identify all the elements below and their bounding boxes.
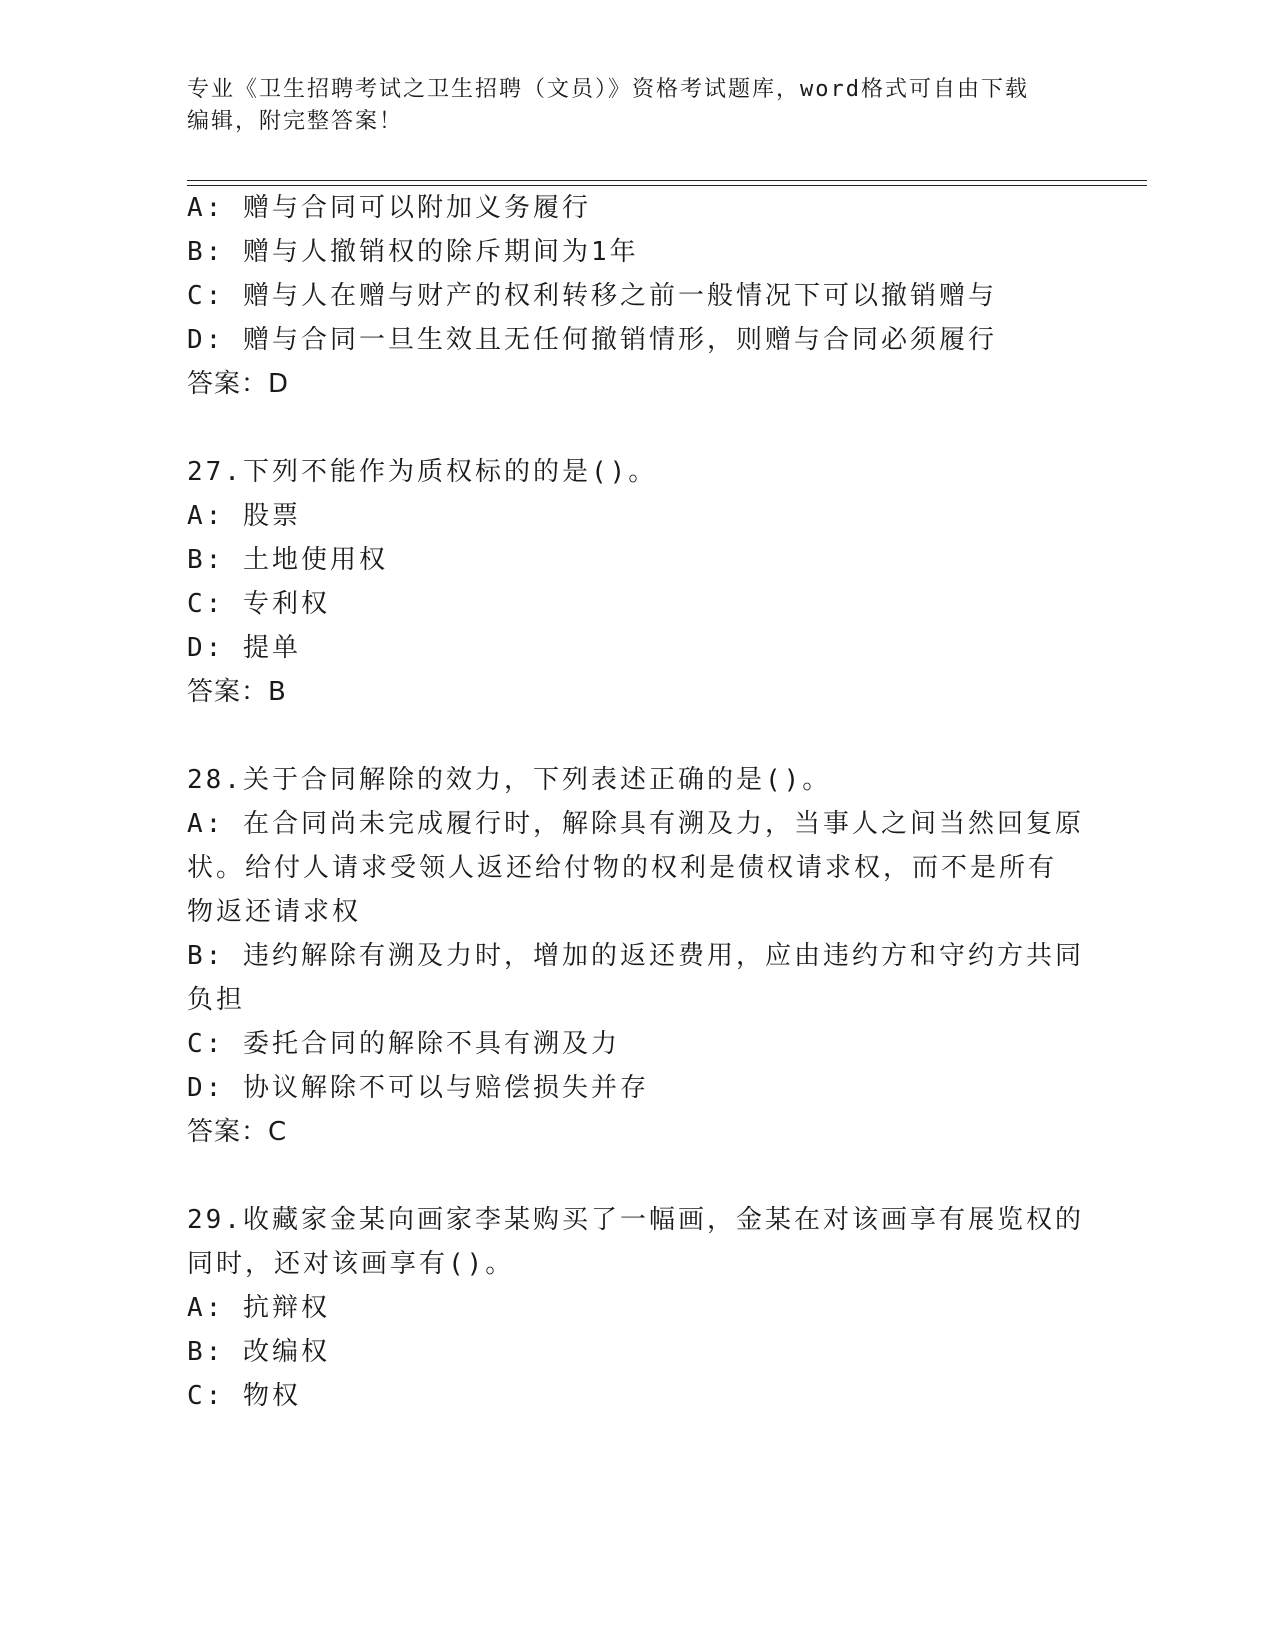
q29-option-b: B: 改编权: [187, 1337, 330, 1367]
q28-answer: 答案：C: [187, 1117, 288, 1147]
q28-option-c: C: 委托合同的解除不具有溯及力: [187, 1029, 620, 1059]
q27-stem: 27.下列不能作为质权标的的是()。: [187, 457, 658, 487]
prev-option-c: C: 赠与人在赠与财产的权利转移之前一般情况下可以撤销赠与: [187, 281, 997, 311]
document-header: [187, 74, 1087, 138]
q29-stem-line-2: 同时，还对该画享有()。: [187, 1249, 515, 1279]
q28-option-d: D: 协议解除不可以与赔偿损失并存: [187, 1073, 649, 1103]
q29-stem-line-1: 29.收藏家金某向画家李某购买了一幅画，金某在对该画享有展览权的: [187, 1205, 1084, 1235]
q28-option-a-line-3: 物返还请求权: [187, 897, 362, 927]
q29-option-c: C: 物权: [187, 1381, 301, 1411]
q28-option-a-line-2: 状。给付人请求受领人返还给付物的权利是债权请求权，而不是所有: [187, 853, 1058, 883]
q28-option-b-line-1: B: 违约解除有溯及力时，增加的返还费用，应由违约方和守约方共同: [187, 941, 1084, 971]
header-title-line-2: 编辑，附完整答案！: [187, 109, 404, 134]
q27-option-c: C: 专利权: [187, 589, 330, 619]
q28-option-b-line-2: 负担: [187, 985, 246, 1015]
q29-option-a: A: 抗辩权: [187, 1293, 330, 1323]
prev-option-a: A: 赠与合同可以附加义务履行: [187, 193, 591, 223]
header-divider-top: [187, 180, 1147, 181]
q28-stem: 28.关于合同解除的效力，下列表述正确的是()。: [187, 765, 832, 795]
q27-option-b: B: 土地使用权: [187, 545, 388, 575]
prev-option-b: B: 赠与人撤销权的除斥期间为1年: [187, 237, 639, 267]
q27-answer: 答案：B: [187, 677, 287, 707]
prev-answer: 答案：D: [187, 369, 290, 399]
prev-option-d: D: 赠与合同一旦生效且无任何撤销情形，则赠与合同必须履行: [187, 325, 997, 355]
q28-option-a-line-1: A: 在合同尚未完成履行时，解除具有溯及力，当事人之间当然回复原: [187, 809, 1084, 839]
header-title-line-1: 专业《卫生招聘考试之卫生招聘（文员）》资格考试题库，word格式可自由下载: [187, 77, 1029, 102]
q27-option-d: D: 提单: [187, 633, 301, 663]
q27-option-a: A: 股票: [187, 501, 301, 531]
